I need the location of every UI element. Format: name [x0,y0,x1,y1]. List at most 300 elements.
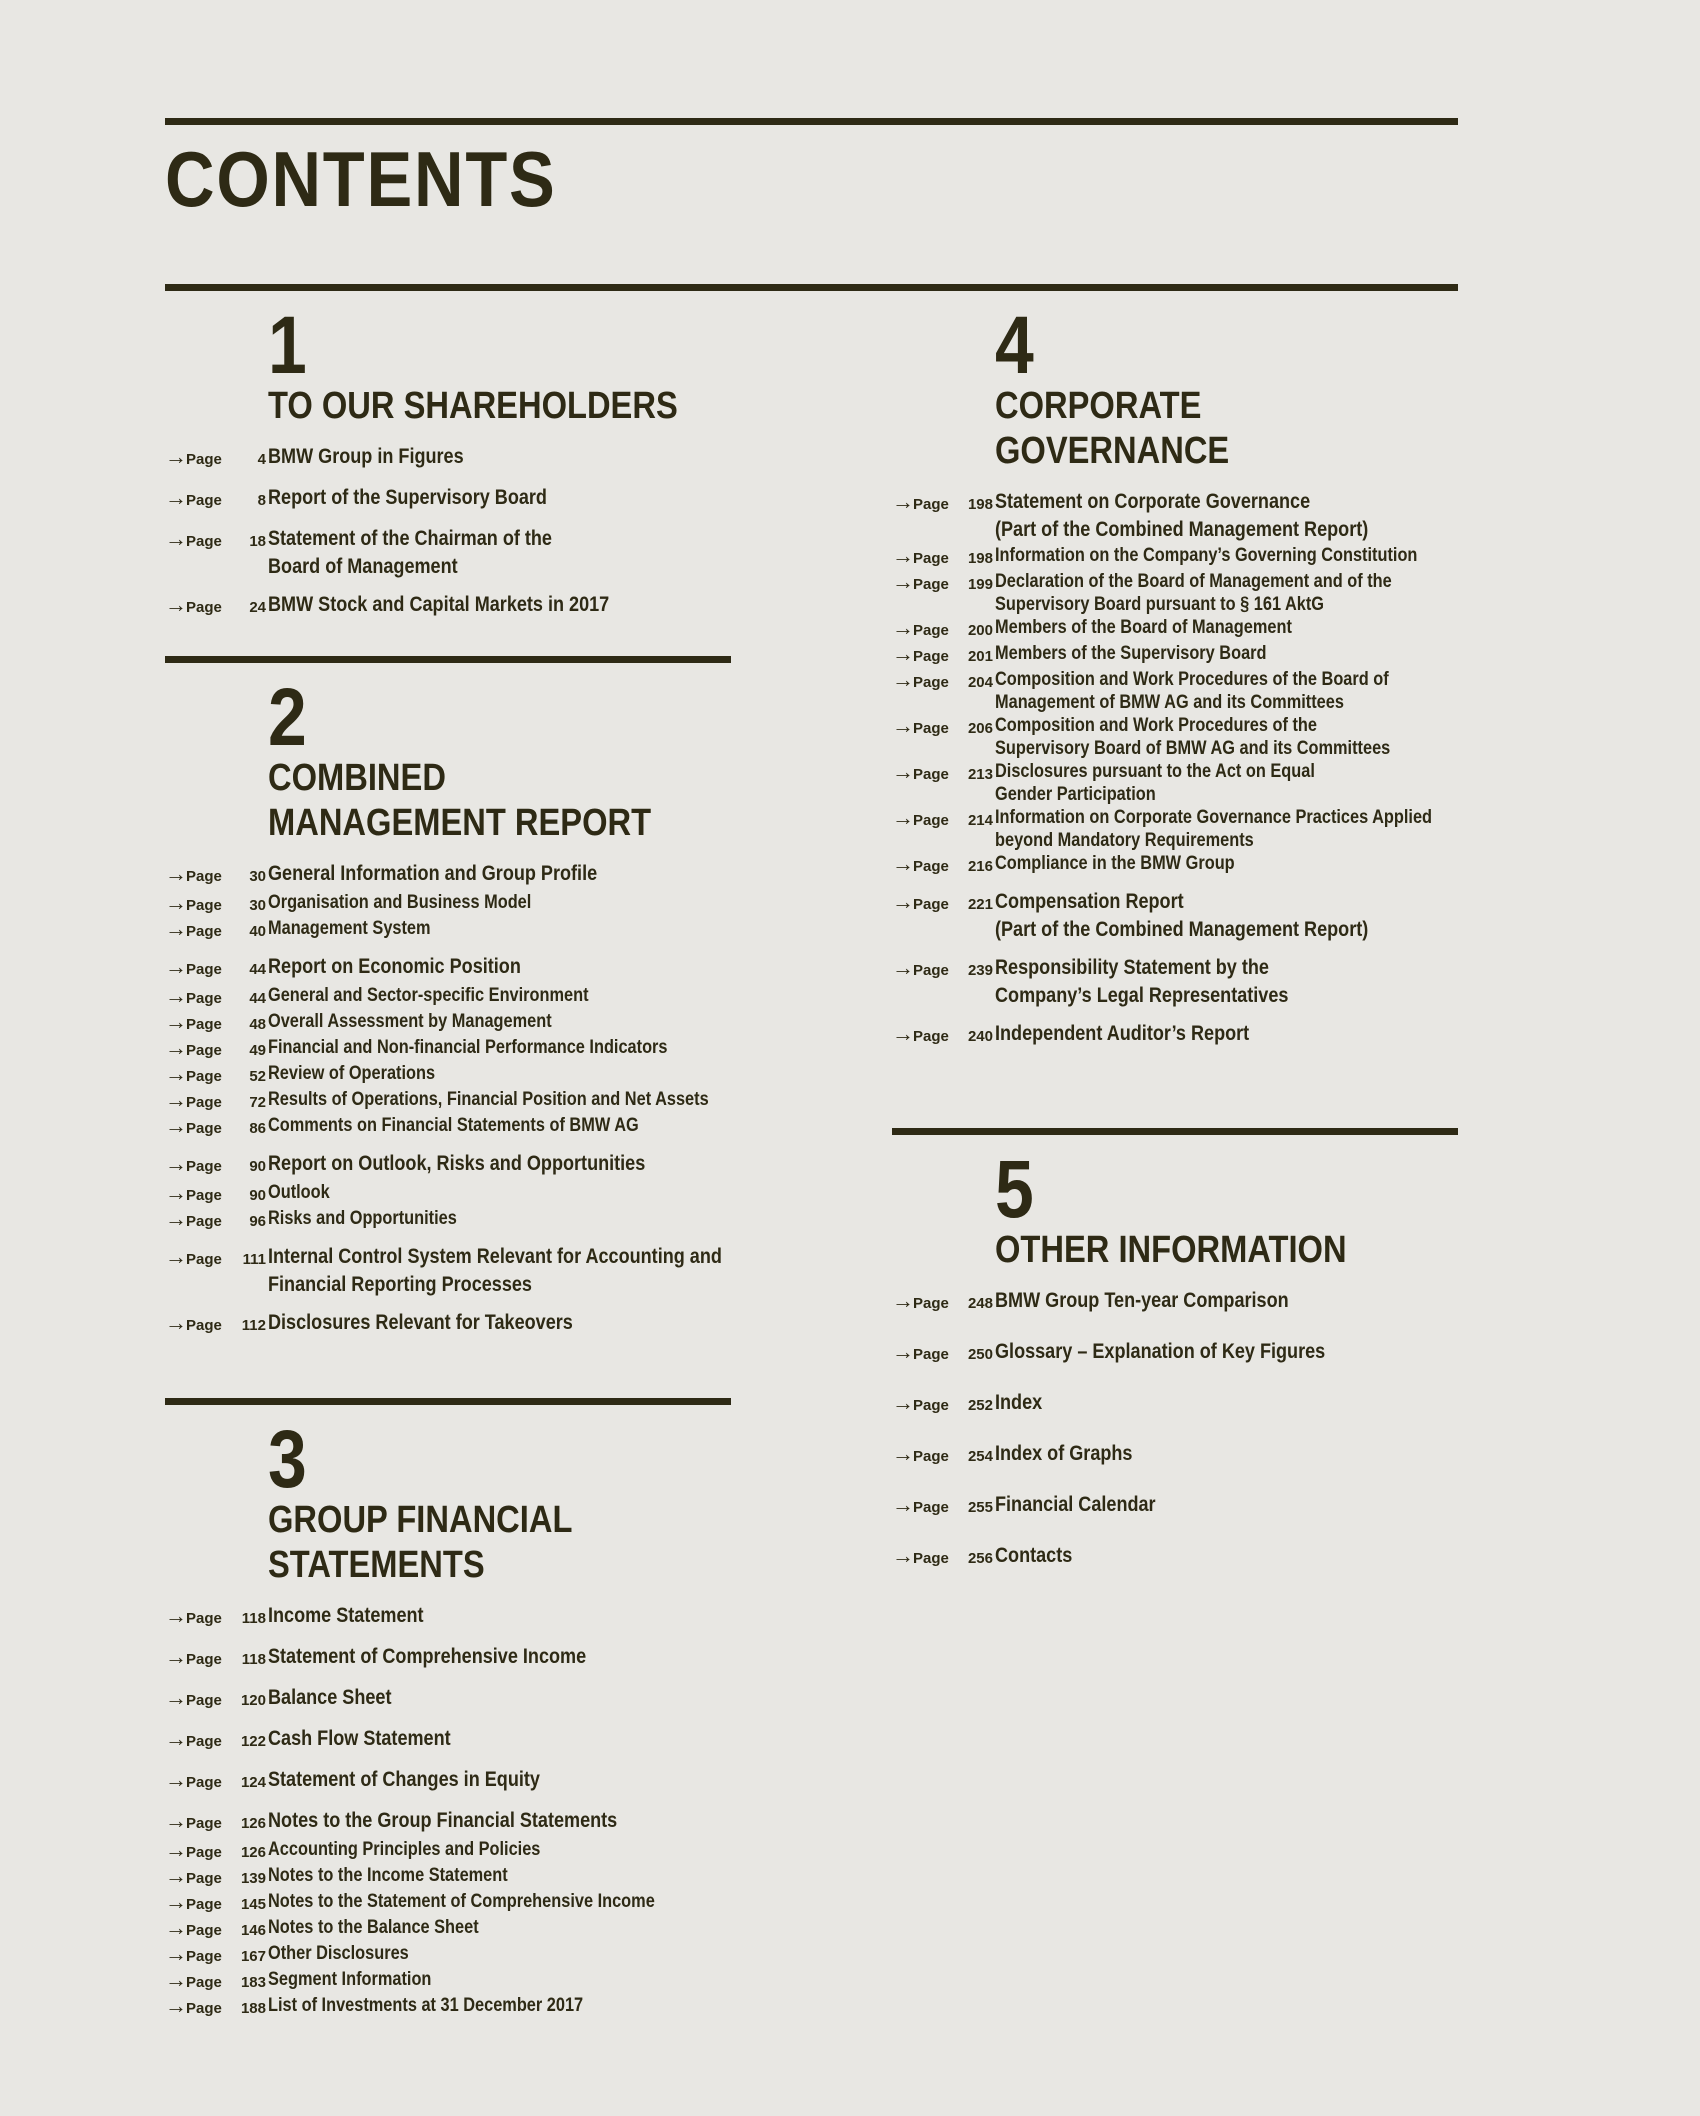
entry-title-line: BMW Group Ten-year Comparison [995,1289,1289,1312]
entry-title[interactable] [268,1062,435,1085]
toc-entry[interactable] [165,1725,765,1756]
toc-entry[interactable] [165,1088,765,1114]
page-reference[interactable] [165,1309,268,1340]
toc-entry[interactable] [165,1890,765,1916]
toc-entry[interactable] [165,1994,765,2020]
page-number: 204 [967,674,993,691]
section-3 [165,1412,765,2020]
page-number: 120 [240,1692,266,1709]
entry-title[interactable] [268,1036,668,1059]
entry-title-line: Report on Economic Position [268,955,521,978]
entry-title[interactable] [268,1725,451,1753]
page-reference[interactable] [892,888,995,919]
entry-title[interactable] [995,642,1267,665]
page-label: Page [186,1187,222,1204]
toc-entry[interactable] [165,891,765,917]
page-number: 200 [967,622,993,639]
entry-title[interactable] [268,917,431,940]
entry-title[interactable] [268,484,547,512]
page-number: 48 [249,1016,266,1033]
entry-title[interactable] [995,1389,1042,1417]
entry-title[interactable] [268,525,552,581]
page-number: 44 [249,961,266,978]
page-reference[interactable] [892,1338,995,1369]
entry-title[interactable] [995,488,1368,544]
page-number: 96 [249,1213,266,1230]
page-reference[interactable] [892,852,995,878]
toc-entry[interactable] [165,484,765,515]
entry-title-line: Notes to the Group Financial Statements [268,1809,618,1832]
toc-entry[interactable] [165,1010,765,1036]
toc-entry[interactable] [892,668,1492,714]
entry-title[interactable] [268,1890,655,1913]
arrow-right-icon: → [892,641,914,666]
page-reference[interactable] [165,1036,268,1062]
entry-title-line: Balance Sheet [268,1686,392,1709]
toc-entry[interactable] [165,1684,765,1715]
page-label: Page [913,812,949,829]
page-number: 239 [967,962,993,979]
entry-title[interactable] [268,1114,639,1137]
arrow-right-icon: → [165,1967,187,1992]
section-heading [892,300,1492,474]
entry-title-line: Outlook [268,1182,330,1203]
entry-title-line: Segment Information [268,1969,432,1990]
entry-title[interactable] [268,1994,583,2017]
entry-title-line: BMW Group in Figures [268,445,464,468]
toc-entry[interactable] [165,860,765,891]
entry-title-line: Information on Corporate Governance Practices Applied [995,807,1433,828]
page-label: Page [186,1870,222,1887]
entry-title-line: Statement of Changes in Equity [268,1768,540,1791]
toc-entry[interactable] [892,806,1492,852]
page-number: 213 [967,766,993,783]
page-label: Page [913,496,949,513]
entry-title-line: Responsibility Statement by the [995,956,1269,979]
page-number: 145 [240,1896,266,1913]
page-reference[interactable] [165,1968,268,1994]
section-heading [165,300,765,429]
page-number: 255 [967,1499,993,1516]
entry-title-line: (Part of the Combined Management Report) [995,518,1369,541]
page-reference[interactable] [165,525,268,556]
arrow-right-icon: → [165,526,187,551]
page-number: 198 [967,550,993,567]
page-number: 126 [240,1815,266,1832]
toc-entry[interactable] [165,591,765,622]
page-label: Page [186,1094,222,1111]
page-reference[interactable] [892,570,995,596]
page-reference[interactable] [165,591,268,622]
page-number: 8 [257,492,266,509]
page-label: Page [913,766,949,783]
entry-title[interactable] [268,1968,431,1991]
page-reference[interactable] [892,668,995,694]
entry-title[interactable] [268,1309,573,1337]
page-number: 118 [241,1651,266,1668]
entry-title[interactable] [268,1181,330,1204]
arrow-right-icon: → [892,805,914,830]
toc-entry[interactable] [165,1807,765,1838]
entry-title[interactable] [995,1491,1156,1519]
page-number: 122 [240,1733,266,1750]
entry-title[interactable] [995,1020,1249,1048]
page-number: 221 [967,896,993,913]
page-reference[interactable] [165,1207,268,1233]
toc-list [165,443,765,622]
toc-list [165,1602,765,2020]
entry-title-line: Statement of Comprehensive Income [268,1645,587,1668]
entry-title-line: Statement on Corporate Governance [995,490,1311,513]
page-reference[interactable] [165,1088,268,1114]
entry-title[interactable] [268,1807,617,1835]
page-number: 124 [240,1774,266,1791]
section-title: CORPORATE [995,385,1202,427]
toc-entry[interactable] [892,888,1492,944]
page-reference[interactable] [892,1440,995,1471]
toc-entry[interactable] [892,1440,1492,1471]
page-number: 139 [240,1870,266,1887]
page-label: Page [913,896,949,913]
toc-entry[interactable] [165,1207,765,1233]
page-label: Page [186,990,222,1007]
page-reference[interactable] [165,1994,268,2020]
section-5 [892,1142,1492,1573]
page-number: 4 [257,451,266,468]
toc-entry[interactable] [892,1287,1492,1318]
page-number: 188 [240,2000,266,2017]
page-reference[interactable] [892,616,995,642]
entry-title[interactable] [268,1942,409,1965]
entry-title[interactable] [268,860,597,888]
page-label: Page [186,1922,222,1939]
arrow-right-icon: → [892,543,914,568]
page-reference[interactable] [165,953,268,984]
entry-title[interactable] [995,852,1235,875]
toc-entry[interactable] [892,488,1492,544]
section-number: 3 [268,1414,307,1505]
page-reference[interactable] [892,1287,995,1318]
arrow-right-icon: → [165,954,187,979]
toc-entry[interactable] [892,544,1492,570]
entry-title[interactable] [268,984,589,1007]
entry-title[interactable] [995,570,1392,616]
page-number: 86 [249,1120,266,1137]
page-number: 216 [967,858,993,875]
arrow-right-icon: → [892,759,914,784]
page-number: 248 [967,1295,993,1312]
page-reference[interactable] [892,806,995,832]
page-label: Page [186,2000,222,2017]
toc-entry[interactable] [892,570,1492,616]
page-label: Page [186,1733,222,1750]
arrow-right-icon: → [165,1889,187,1914]
page-reference[interactable] [165,1725,268,1756]
entry-title-line: Financial Calendar [995,1493,1156,1516]
page-reference[interactable] [165,1243,268,1274]
page-reference[interactable] [892,1542,995,1573]
toc-entry[interactable] [165,1766,765,1797]
entry-title[interactable] [268,591,609,619]
entry-title-line: Board of Management [268,555,458,578]
entry-title-line: Contacts [995,1544,1073,1567]
page-label: Page [186,1042,222,1059]
page-label: Page [186,451,222,468]
section-title: GOVERNANCE [995,430,1230,472]
page-reference[interactable] [165,1150,268,1181]
toc-entry[interactable] [892,1020,1492,1051]
arrow-right-icon: → [892,1492,914,1517]
section-title: MANAGEMENT REPORT [268,802,652,844]
arrow-right-icon: → [165,1603,187,1628]
section-4 [892,298,1492,1051]
entry-title-line: Glossary – Explanation of Key Figures [995,1340,1326,1363]
entry-title[interactable] [995,616,1292,639]
entry-title[interactable] [995,760,1315,806]
page-reference[interactable] [892,642,995,668]
entry-title-line: Supervisory Board pursuant to § 161 AktG [995,594,1325,615]
page-label: Page [186,1610,222,1627]
page-reference[interactable] [892,954,995,985]
page-label: Page [186,492,222,509]
toc-entry[interactable] [165,1309,765,1340]
arrow-right-icon: → [892,569,914,594]
entry-title-line: Accounting Principles and Policies [268,1839,541,1860]
arrow-right-icon: → [165,1035,187,1060]
page-reference[interactable] [892,1020,995,1051]
entry-title[interactable] [995,1338,1325,1366]
toc-entry[interactable] [892,642,1492,668]
page-number: 256 [967,1550,993,1567]
toc-entry[interactable] [165,1838,765,1864]
page-number: 254 [967,1448,993,1465]
entry-title[interactable] [268,443,464,471]
page-reference[interactable] [165,891,268,917]
page-reference[interactable] [165,1807,268,1838]
page-reference[interactable] [165,1766,268,1797]
page-reference[interactable] [165,1864,268,1890]
page-number: 214 [967,812,993,829]
toc-entry[interactable] [892,1542,1492,1573]
section-5-rule [892,1128,1458,1135]
page-reference[interactable] [165,1062,268,1088]
toc-entry[interactable] [165,1243,765,1299]
arrow-right-icon: → [165,861,187,886]
section-2 [165,670,765,1340]
entry-title[interactable] [995,714,1390,760]
page-number: 90 [249,1158,266,1175]
page-label: Page [913,1295,949,1312]
page-number: 90 [249,1187,266,1204]
arrow-right-icon: → [165,1244,187,1269]
toc-entry[interactable] [892,1338,1492,1369]
entry-title-line: Financial and Non-financial Performance Indicators [268,1037,668,1058]
entry-title[interactable] [995,544,1417,567]
toc-entry[interactable] [165,1181,765,1207]
arrow-right-icon: → [165,983,187,1008]
page-label: Page [186,1815,222,1832]
toc-entry[interactable] [165,1968,765,1994]
page-reference[interactable] [165,1684,268,1715]
page-number: 240 [967,1028,993,1045]
page-reference[interactable] [892,488,995,519]
page-reference[interactable] [892,544,995,570]
entry-title-line: BMW Stock and Capital Markets in 2017 [268,593,610,616]
entry-title-line: Comments on Financial Statements of BMW AG [268,1115,639,1136]
entry-title[interactable] [268,1766,540,1794]
page-number: 44 [249,990,266,1007]
toc-entry[interactable] [165,1062,765,1088]
toc-entry[interactable] [165,525,765,581]
toc-entry[interactable] [165,1114,765,1140]
entry-title-line: Results of Operations, Financial Position and Net Assets [268,1089,709,1110]
page-label: Page [186,1896,222,1913]
page-label: Page [913,1397,949,1414]
arrow-right-icon: → [165,1685,187,1710]
toc-entry[interactable] [165,1916,765,1942]
toc-entry[interactable] [165,1864,765,1890]
entry-title-line: Index [995,1391,1043,1414]
toc-entry[interactable] [165,984,765,1010]
arrow-right-icon: → [892,1339,914,1364]
page-reference[interactable] [892,1491,995,1522]
entry-title-line: Compensation Report [995,890,1184,913]
arrow-right-icon: → [892,615,914,640]
arrow-right-icon: → [165,592,187,617]
arrow-right-icon: → [165,1726,187,1751]
entry-title[interactable] [268,891,531,914]
entry-title-line: Income Statement [268,1604,424,1627]
page-reference[interactable] [892,1389,995,1420]
page-reference[interactable] [165,1181,268,1207]
page-reference[interactable] [892,760,995,786]
toc-entry[interactable] [892,1389,1492,1420]
page-reference[interactable] [165,443,268,474]
page-reference[interactable] [165,917,268,943]
entry-title[interactable] [995,1542,1072,1570]
section-3-rule [165,1398,731,1405]
entry-title-line: Notes to the Income Statement [268,1865,508,1886]
entry-title[interactable] [995,806,1432,852]
arrow-right-icon: → [165,890,187,915]
page-reference[interactable] [165,860,268,891]
entry-title[interactable] [995,1440,1132,1468]
contents-rule [165,284,1458,291]
toc-entry[interactable] [892,714,1492,760]
entry-title-line: (Part of the Combined Management Report) [995,918,1369,941]
entry-title[interactable] [268,1207,457,1230]
entry-title[interactable] [268,1684,391,1712]
toc-entry[interactable] [165,1643,765,1674]
toc-entry[interactable] [892,1491,1492,1522]
entry-title[interactable] [268,1643,586,1671]
page-label: Page [186,1948,222,1965]
page-reference[interactable] [165,1114,268,1140]
toc-entry[interactable] [165,443,765,474]
page-label: Page [186,533,222,550]
toc-entry[interactable] [165,1036,765,1062]
toc-entry[interactable] [165,1602,765,1633]
arrow-right-icon: → [165,1061,187,1086]
toc-entry[interactable] [892,954,1492,1010]
page-reference[interactable] [165,1890,268,1916]
entry-title-line: Disclosures pursuant to the Act on Equal [995,761,1315,782]
page-reference[interactable] [165,484,268,515]
entry-title[interactable] [268,1838,540,1861]
toc-entry[interactable] [165,917,765,943]
toc-entry[interactable] [892,852,1492,878]
page-number: 199 [967,576,993,593]
page-reference[interactable] [165,1010,268,1036]
entry-title-line: Management of BMW AG and its Committees [995,692,1344,713]
entry-title-line: Report of the Supervisory Board [268,486,547,509]
arrow-right-icon: → [165,916,187,941]
entry-title[interactable] [268,1916,479,1939]
entry-title[interactable] [268,1243,722,1299]
entry-title[interactable] [268,1864,508,1887]
entry-title-line: General and Sector-specific Environment [268,985,589,1006]
entry-title-line: Internal Control System Relevant for Accounting and [268,1245,722,1268]
entry-title[interactable] [268,1602,424,1630]
entry-title-line: Notes to the Balance Sheet [268,1917,479,1938]
page-reference[interactable] [165,1838,268,1864]
arrow-right-icon: → [892,1390,914,1415]
page-number: 198 [967,496,993,513]
toc-entry[interactable] [892,616,1492,642]
arrow-right-icon: → [165,1644,187,1669]
page-label: Page [913,962,949,979]
entry-title[interactable] [995,668,1389,714]
page-number: 49 [249,1042,266,1059]
page-reference[interactable] [165,1643,268,1674]
page-label: Page [186,1974,222,1991]
page-reference[interactable] [165,984,268,1010]
arrow-right-icon: → [165,1837,187,1862]
page-label: Page [186,1251,222,1268]
toc-entry[interactable] [892,760,1492,806]
page-title: CONTENTS [165,135,557,223]
page-reference[interactable] [165,1916,268,1942]
entry-title-line: Supervisory Board of BMW AG and its Committees [995,738,1391,759]
page-label: Page [186,1016,222,1033]
arrow-right-icon: → [892,851,914,876]
entry-title[interactable] [268,1150,645,1178]
entry-title-line: Independent Auditor’s Report [995,1022,1250,1045]
entry-title-line: General Information and Group Profile [268,862,598,885]
entry-title[interactable] [268,1088,709,1111]
entry-title[interactable] [995,1287,1289,1315]
entry-title[interactable] [995,954,1288,1010]
page-number: 146 [240,1922,266,1939]
entry-title-line: Organisation and Business Model [268,892,532,913]
toc-entry[interactable] [165,1150,765,1181]
toc-entry[interactable] [165,1942,765,1968]
entry-title[interactable] [268,1010,552,1033]
page-reference[interactable] [892,714,995,740]
entry-title[interactable] [995,888,1368,944]
page-reference[interactable] [165,1602,268,1633]
arrow-right-icon: → [892,713,914,738]
page-label: Page [913,1028,949,1045]
section-title: GROUP FINANCIAL [268,1499,573,1541]
toc-entry[interactable] [165,953,765,984]
entry-title[interactable] [268,953,521,981]
entry-title-line: Members of the Supervisory Board [995,643,1267,664]
page-number: 24 [249,599,266,616]
entry-title-line: Other Disclosures [268,1943,409,1964]
page-reference[interactable] [165,1942,268,1968]
entry-title-line: Gender Participation [995,784,1156,805]
